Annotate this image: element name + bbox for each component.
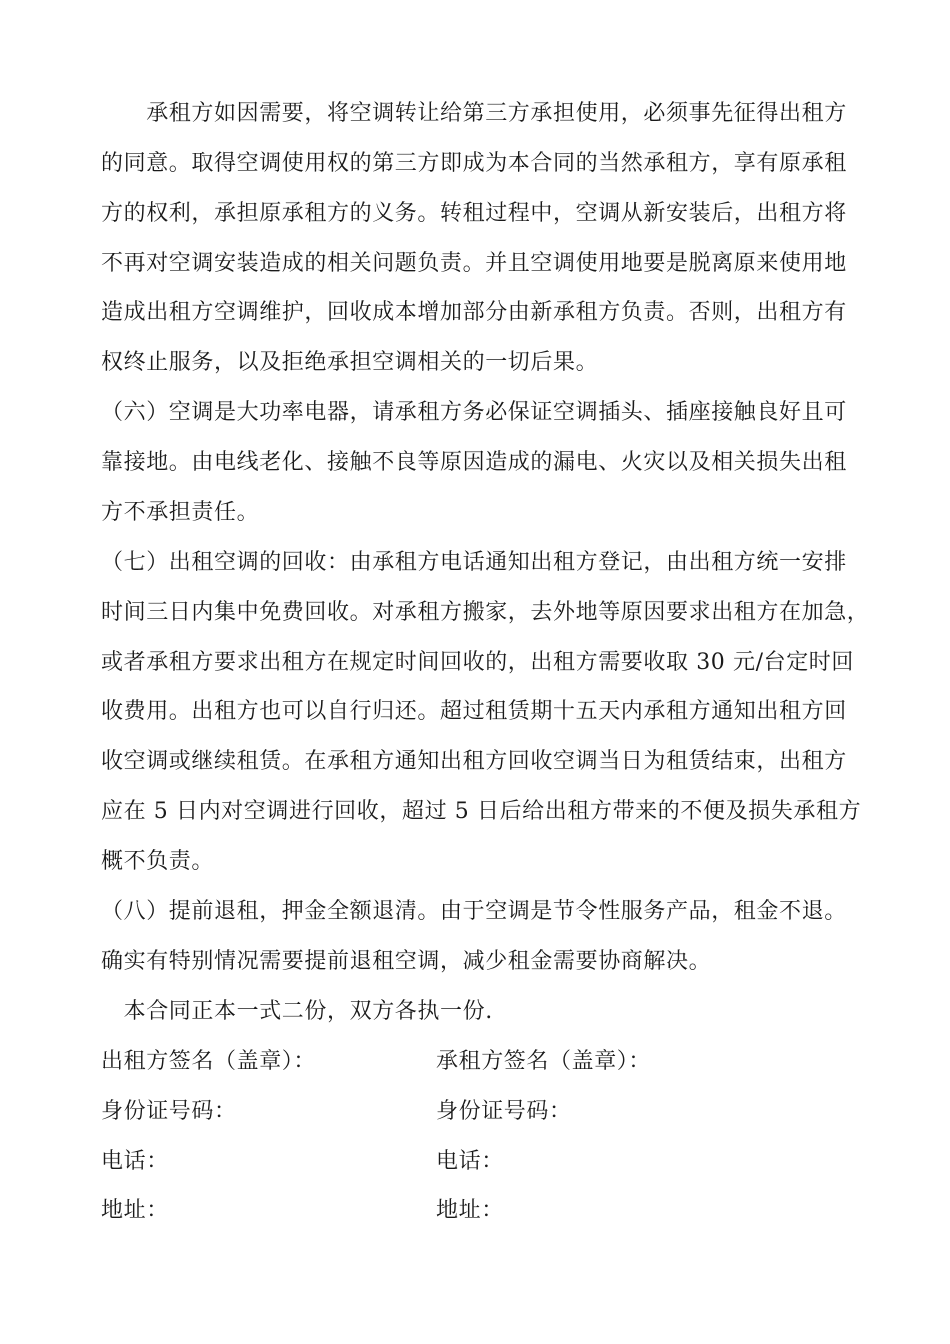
lessee-id-label: 身份证号码：: [436, 1099, 572, 1124]
lessor-address-label: 地址：: [101, 1198, 169, 1223]
lessee-phone-label: 电话：: [436, 1149, 504, 1174]
lessor-sign-label: 出租方签名（盖章）：: [101, 1049, 317, 1074]
clause-six-line-3: 方不承担责任。: [101, 500, 260, 525]
paragraph-transfer-line-4: 不再对空调安装造成的相关问题负责。并且空调使用地要是脱离原来使用地: [101, 251, 847, 276]
paragraph-transfer-line-3: 方的权利，承担原承租方的义务。转租过程中，空调从新安装后，出租方将: [101, 201, 847, 226]
paragraph-transfer-line-5: 造成出租方空调维护，回收成本增加部分由新承租方负责。否则，出租方有: [101, 300, 847, 325]
clause-seven-line-1: （七）出租空调的回收：由承租方电话通知出租方登记，由出租方统一安排: [101, 550, 847, 575]
clause-seven-line-3: 或者承租方要求出租方在规定时间回收的，出租方需要收取 30 元/台定时回: [101, 650, 854, 675]
lessor-id-label: 身份证号码：: [101, 1099, 237, 1124]
clause-seven-line-6: 应在 5 日内对空调进行回收，超过 5 日后给出租方带来的不便及损失承租方: [101, 799, 862, 824]
lessor-phone-label: 电话：: [101, 1149, 169, 1174]
paragraph-transfer-line-6: 权终止服务，以及拒绝承担空调相关的一切后果。: [101, 350, 599, 375]
paragraph-transfer-line-2: 的同意。取得空调使用权的第三方即成为本合同的当然承租方，享有原承租: [101, 151, 847, 176]
lessee-sign-label: 承租方签名（盖章）：: [436, 1049, 652, 1074]
clause-eight-line-1: （八）提前退租，押金全额退清。由于空调是节令性服务产品，租金不退。: [101, 899, 847, 924]
clause-seven-line-2: 时间三日内集中免费回收。对承租方搬家，去外地等原因要求出租方在加急，: [101, 600, 870, 625]
clause-seven-line-7: 概不负责。: [101, 849, 215, 874]
paragraph-transfer-line-1: 承租方如因需要，将空调转让给第三方承担使用，必须事先征得出租方: [101, 101, 847, 126]
lessee-address-label: 地址：: [436, 1198, 504, 1223]
clause-seven-line-5: 收空调或继续租赁。在承租方通知出租方回收空调当日为租赁结束，出租方: [101, 749, 847, 774]
clause-six-line-2: 靠接地。由电线老化、接触不良等原因造成的漏电、火灾以及相关损失出租: [101, 450, 847, 475]
clause-six-line-1: （六）空调是大功率电器，请承租方务必保证空调插头、插座接触良好且可: [101, 400, 847, 425]
copies-statement: 本合同正本一式二份，双方各执一份.: [101, 999, 493, 1024]
clause-eight-line-2: 确实有特别情况需要提前退租空调，减少租金需要协商解决。: [101, 949, 712, 974]
clause-seven-line-4: 收费用。出租方也可以自行归还。超过租赁期十五天内承租方通知出租方回: [101, 699, 847, 724]
